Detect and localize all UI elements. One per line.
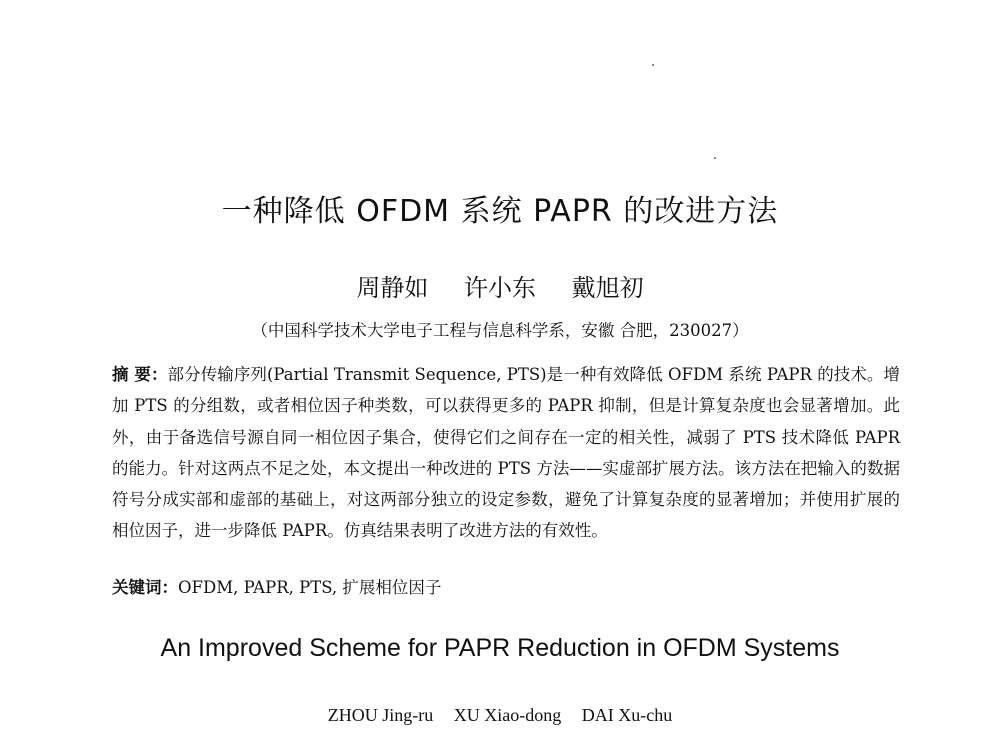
keywords-line (112, 574, 900, 598)
author-list-english (0, 705, 1000, 726)
keywords-label: 关键词： (112, 578, 178, 597)
author-name: XU Xiao-dong (453, 705, 562, 725)
scan-speck (652, 64, 654, 66)
keywords-text: OFDM, PAPR, PTS, 扩展相位因子 (178, 578, 442, 597)
author-name: 许小东 (464, 274, 536, 302)
author-name: DAI Xu-chu (581, 705, 673, 725)
abstract-paragraph (112, 359, 900, 547)
abstract-label: 摘 要： (112, 365, 168, 384)
author-name: 戴旭初 (571, 274, 644, 302)
scan-speck (714, 157, 716, 159)
paper-title-chinese: 一种降低 OFDM 系统 PAPR 的改进方法 (221, 194, 779, 229)
author-list-chinese (0, 268, 1000, 303)
affiliation-chinese: （中国科学技术大学电子工程与信息科学系，安徽 合肥，230027） (251, 321, 749, 340)
abstract-text: 部分传输序列(Partial Transmit Sequence, PTS)是一种有效降低 OFDM 系统 PAPR 的技术。增加 PTS 的分组数，或者相位因子种类数，可以获得更多的 PAPR 抑制，但是计算复杂度也会显著增加。此外，由于备选信号源自同一相位因子集合，使得它们之间存在一定的相关性，减弱了 PTS 技术降低 PAPR 的能力。针对这两点不足之处，本文提出一种改进的 PTS 方法——实虚部扩展方法。该方法在把输入的数据符号分成实部和虚部的基础上，对这两部分独立的设定参数，避免了计算复杂度的显著增加；并使用扩展的相位因子，进一步降低 PAPR。仿真结果表明了改进方法的有效性。 (112, 365, 901, 541)
author-name: 周静如 (356, 274, 429, 302)
author-name: ZHOU Jing-ru (327, 705, 434, 725)
paper-title-english: An Improved Scheme for PAPR Reduction in OFDM Systems (160, 634, 840, 662)
